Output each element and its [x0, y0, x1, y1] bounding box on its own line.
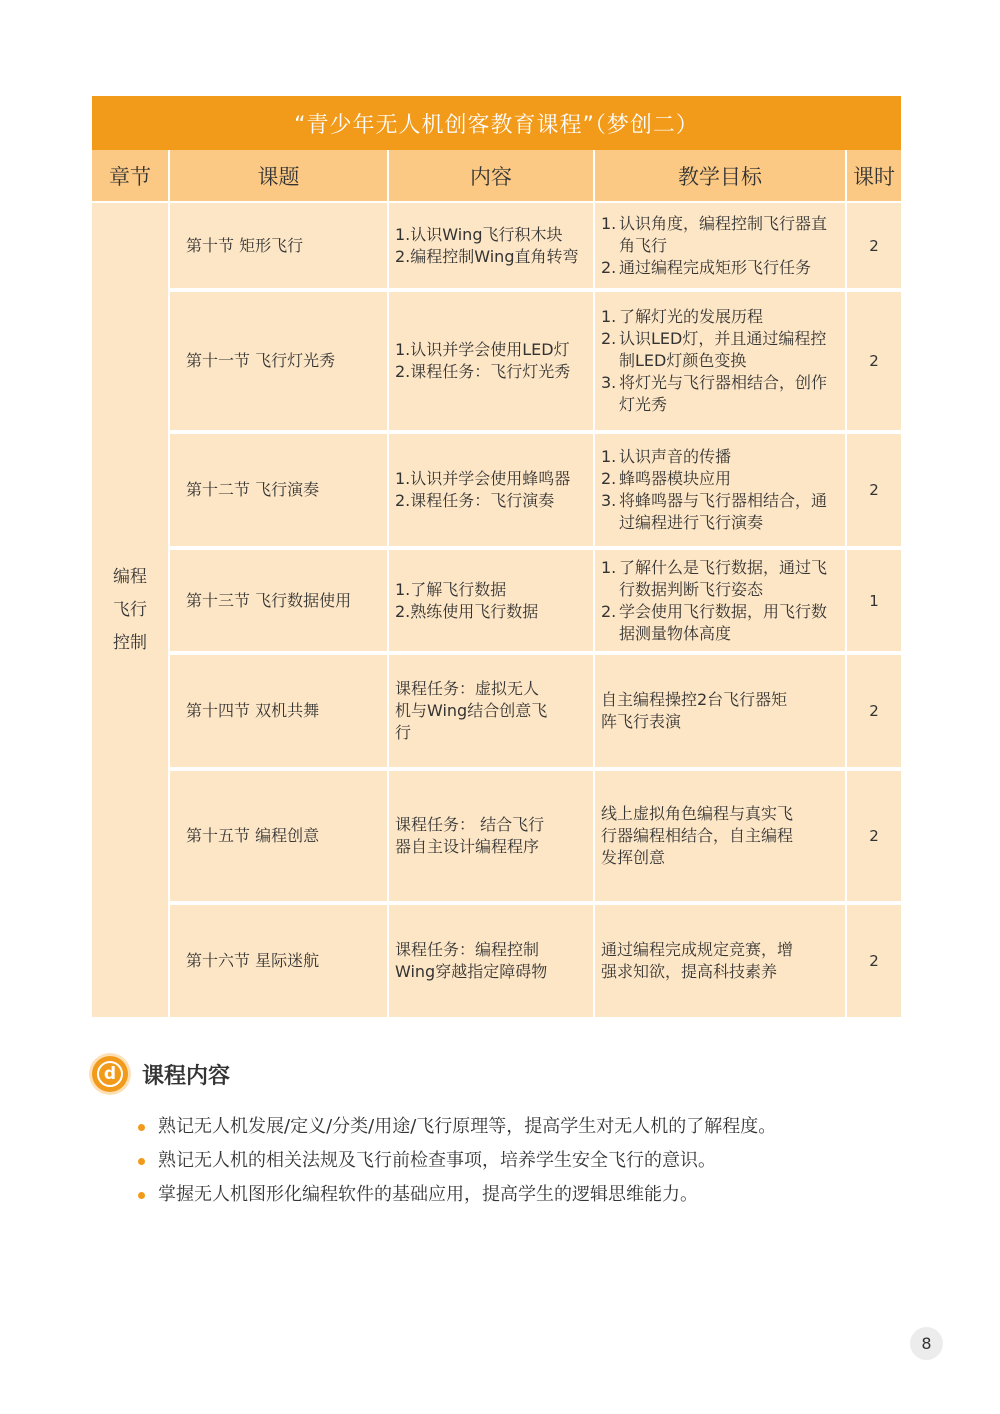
chapter-line: 编程: [113, 566, 147, 587]
row-content: [389, 434, 595, 550]
bullet-text: 熟记无人机发展/定义/分类/用途/飞行原理等，提高学生对无人机的了解程度。: [158, 1116, 777, 1137]
content-line: 2.熟练使用飞行数据: [395, 601, 539, 621]
course-table: [92, 96, 901, 1017]
bullet-dot-icon: [138, 1158, 145, 1165]
content-line: 课程任务： 结合飞行: [395, 815, 545, 834]
goal-item: 2. 认识LED灯，并且通过编程控制LED灯颜色变换: [601, 329, 827, 370]
row-goals: [595, 292, 847, 434]
section-title: 课程内容: [142, 1063, 231, 1089]
row-topic: 第十六节 星际迷航: [170, 905, 389, 1017]
goal-line: 强求知欲，提高科技素养: [601, 962, 778, 981]
row-topic: 第十四节 双机共舞: [170, 655, 389, 771]
row-goals: [595, 655, 847, 771]
bullet-text: 熟记无人机的相关法规及飞行前检查事项，培养学生安全飞行的意识。: [158, 1150, 716, 1171]
goal-item: 1. 认识声音的传播: [601, 447, 732, 466]
content-line: 2.编程控制Wing直角转弯: [395, 246, 579, 266]
bullet-dot-icon: [138, 1124, 145, 1131]
bullet-list: [138, 1110, 938, 1212]
content-line: 课程任务：虚拟无人: [395, 679, 540, 698]
row-hours: 2: [847, 771, 901, 905]
row-goals: [595, 203, 847, 292]
goal-line: 自主编程操控2台飞行器矩: [601, 690, 788, 709]
goal-item: 1. 了解灯光的发展历程: [601, 307, 764, 326]
content-line: 1.了解飞行数据: [395, 579, 507, 599]
row-topic: 第十二节 飞行演奏: [170, 434, 389, 550]
bullet-item: [138, 1110, 938, 1144]
row-hours: 2: [847, 292, 901, 434]
section-badge-icon: [92, 1056, 128, 1092]
row-topic: 第十五节 编程创意: [170, 771, 389, 905]
row-content: [389, 771, 595, 905]
header-goals: 教学目标: [595, 150, 847, 203]
content-line: 2.课程任务：飞行灯光秀: [395, 362, 571, 381]
goal-line: 行器编程相结合，自主编程: [601, 826, 794, 845]
goal-line: 发挥创意: [601, 848, 666, 867]
content-line: 机与Wing结合创意飞: [395, 701, 548, 720]
header-chapter: 章节: [92, 150, 170, 203]
bullet-dot-icon: [138, 1192, 145, 1199]
row-topic: 第十节 矩形飞行: [170, 203, 389, 292]
goal-item: 3. 将蜂鸣器与飞行器相结合，通过编程进行飞行演奏: [601, 491, 828, 532]
row-content: [389, 905, 595, 1017]
chapter-cell: [92, 203, 170, 1017]
goal-item: 1. 认识角度，编程控制飞行器直角飞行: [601, 213, 828, 255]
row-content: [389, 655, 595, 771]
content-line: 1.认识并学会使用LED灯: [395, 340, 570, 359]
row-hours: 2: [847, 434, 901, 550]
bullet-item: [138, 1178, 938, 1212]
goal-item: 2. 学会使用飞行数据，用飞行数据测量物体高度: [601, 601, 828, 643]
content-line: 行: [395, 723, 412, 742]
badge-letter: d: [97, 1061, 123, 1087]
bullet-text: 掌握无人机图形化编程软件的基础应用，提高学生的逻辑思维能力。: [158, 1184, 698, 1205]
goal-item: 3. 将灯光与飞行器相结合，创作灯光秀: [601, 373, 828, 414]
goal-item: 1. 了解什么是飞行数据，通过飞行数据判断飞行姿态: [601, 557, 828, 599]
goal-item: 2. 通过编程完成矩形飞行任务: [601, 257, 812, 277]
content-line: 2.课程任务：飞行演奏: [395, 491, 555, 510]
row-topic: 第十一节 飞行灯光秀: [170, 292, 389, 434]
row-content: [389, 292, 595, 434]
row-topic: 第十三节 飞行数据使用: [170, 550, 389, 655]
row-hours: 2: [847, 905, 901, 1017]
section-header: [92, 1056, 230, 1092]
header-topic: 课题: [170, 150, 389, 203]
header-hours: 课时: [847, 150, 901, 203]
row-goals: [595, 434, 847, 550]
content-line: Wing穿越指定障碍物: [395, 962, 548, 981]
goal-item: 2. 蜂鸣器模块应用: [601, 469, 732, 488]
row-goals: [595, 905, 847, 1017]
bullet-item: [138, 1144, 938, 1178]
row-hours: 1: [847, 550, 901, 655]
table-title: “青少年无人机创客教育课程”（梦创二）: [92, 96, 901, 150]
content-line: 课程任务：编程控制: [395, 940, 540, 959]
row-content: [389, 203, 595, 292]
goal-line: 通过编程完成规定竞赛，增: [601, 940, 794, 959]
row-content: [389, 550, 595, 655]
content-line: 1.认识Wing飞行积木块: [395, 224, 563, 244]
goal-line: 线上虚拟角色编程与真实飞: [601, 804, 794, 823]
content-line: 器自主设计编程程序: [395, 837, 540, 856]
page-number: 8: [910, 1327, 943, 1360]
content-line: 1.认识并学会使用蜂鸣器: [395, 469, 571, 488]
header-content: 内容: [389, 150, 595, 203]
row-goals: [595, 771, 847, 905]
row-goals: [595, 550, 847, 655]
row-hours: 2: [847, 655, 901, 771]
row-hours: 2: [847, 203, 901, 292]
chapter-line: 飞行: [113, 599, 147, 620]
goal-line: 阵飞行表演: [601, 712, 682, 731]
table-grid: [92, 150, 901, 1017]
chapter-line: 控制: [113, 632, 147, 653]
